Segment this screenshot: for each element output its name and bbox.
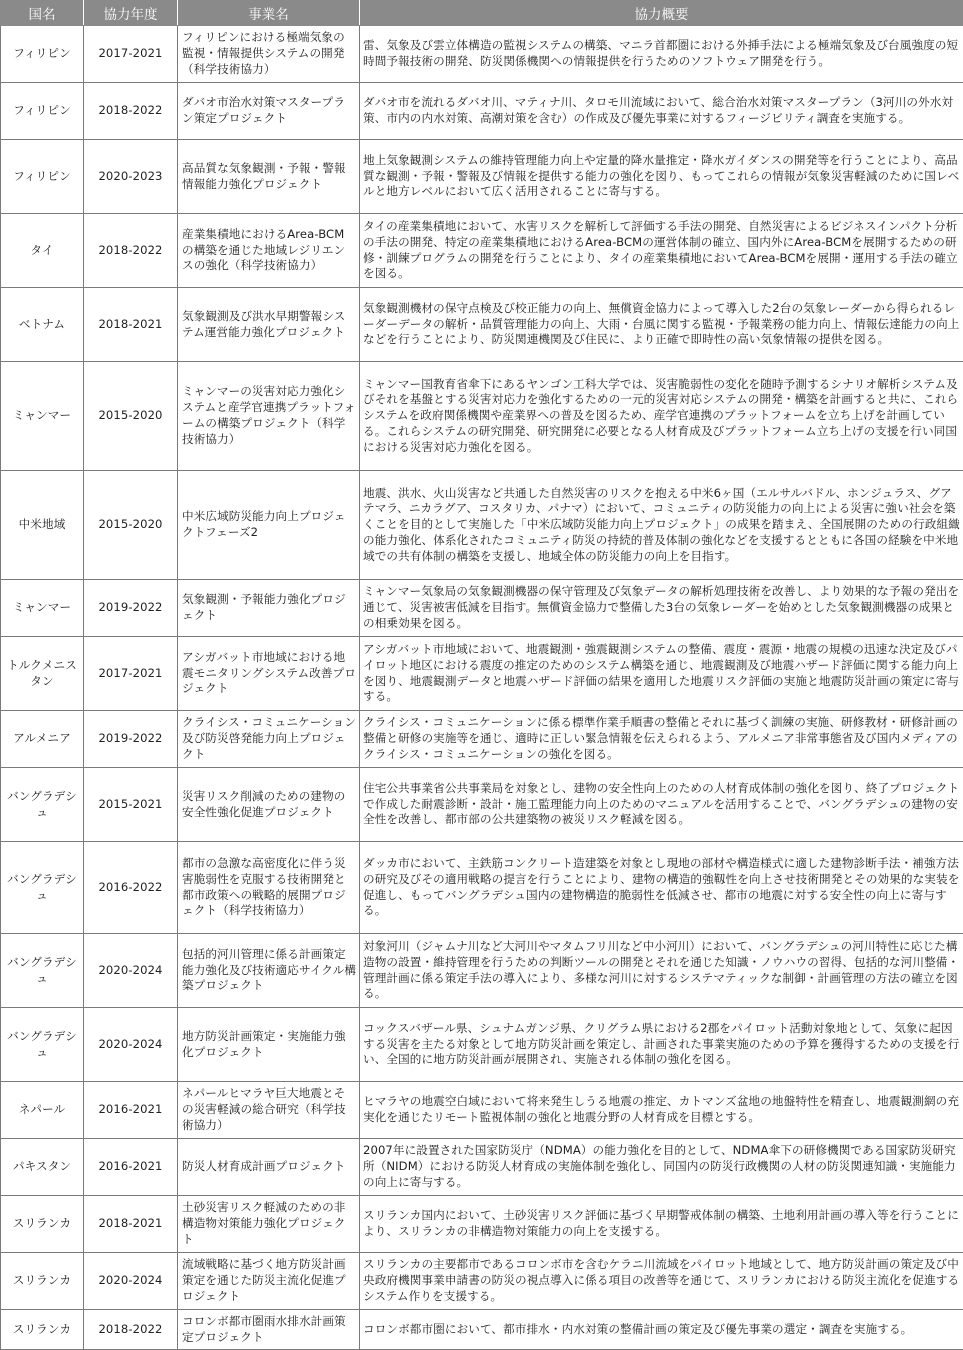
- project-cell: コロンボ都市圏雨水排水計画策定プロジェクト: [178, 1310, 360, 1350]
- years-cell: 2020-2023: [84, 140, 178, 214]
- country-cell: スリランカ: [1, 1196, 84, 1253]
- summary-cell: タイの産業集積地において、水害リスクを解析して評価する手法の開発、自然災害によるビジネスインパクト分析の手法の開発、特定の産業集積地におけるArea-BCMの運営体制の確立、国内外にArea-BCMを展開するための研修・訓練プログラムの開発を行うことにより、タイの産業集積地においてArea-BCMを展開・運用する手法の確立を図る。: [360, 214, 963, 288]
- years-cell: 2018-2022: [84, 83, 178, 140]
- header-summary: 協力概要: [360, 1, 963, 26]
- header-project: 事業名: [178, 1, 360, 26]
- summary-cell: 対象河川（ジャムナ川など大河川やマタムフリ川など中小河川）において、バングラデシュの河川特性に応じた構造物の設置・維持管理を行うための判断ツールの開発とそれを通じた知識・ノウハウの習得、包括的な河川整備・管理計画に係る策定手法の導入により、多様な河川に対するシステマティックな制御・計画管理の方法の確立を図る。: [360, 934, 963, 1008]
- years-cell: 2020-2024: [84, 934, 178, 1008]
- project-cell: ネパールヒマラヤ巨大地震とその災害軽減の総合研究（科学技術協力）: [178, 1082, 360, 1139]
- project-cell: アシガバット市地域における地震モニタリングシステム改善プロジェクト: [178, 637, 360, 711]
- table-row: [1, 1310, 963, 1350]
- project-cell: 災害リスク削減のための建物の安全性強化促進プロジェクト: [178, 768, 360, 842]
- table-row: [1, 83, 963, 140]
- table-row: [1, 471, 963, 580]
- years-cell: 2020-2024: [84, 1008, 178, 1082]
- summary-cell: コックスバザール県、シュナムガンジ県、クリグラム県における2郡をパイロット活動対象地として、気象に起因する災害を主たる対象として地方防災計画を策定し、計画された事業実施のための予算を獲得するための支援を行い、全国的に地方防災計画が展開され、実施される体制の強化を図る。: [360, 1008, 963, 1082]
- summary-cell: 2007年に設置された国家防災庁（NDMA）の能力強化を目的として、NDMA傘下の研修機関である国家防災研究所（NIDM）における防災人材育成の実施体制を強化し、同国内の防災行政機関の人材の防災関連知識・実施能力の向上に寄与する。: [360, 1139, 963, 1196]
- project-cell: フィリピンにおける極端気象の監視・情報提供システムの開発（科学技術協力）: [178, 26, 360, 83]
- summary-cell: クライシス・コミュニケーションに係る標準作業手順書の整備とそれに基づく訓練の実施、研修教材・研修計画の整備と研修の実施等を通じ、適時に正しい緊急情報を伝えられるよう、アルメニア非常事態省及び国内メディアのクライシス・コミュニケーションの強化を図る。: [360, 711, 963, 768]
- summary-cell: スリランカ国内において、土砂災害リスク評価に基づく早期警戒体制の構築、土地利用計画の導入等を行うことにより、スリランカの非構造物対策能力の向上を支援する。: [360, 1196, 963, 1253]
- summary-cell: 地上気象観測システムの維持管理能力向上や定量的降水量推定・降水ガイダンスの開発等を行うことにより、高品質な観測・予報・警報及び情報を提供する能力の強化を図り、もってこれらの情報が気象災害軽減のために国レベルと地方レベルにおいて広く活用されることに寄与する。: [360, 140, 963, 214]
- project-cell: クライシス・コミュニケーション及び防災啓発能力向上プロジェクト: [178, 711, 360, 768]
- table-row: [1, 1196, 963, 1253]
- years-cell: 2018-2022: [84, 1310, 178, 1350]
- table-row: [1, 842, 963, 934]
- country-cell: 中米地域: [1, 471, 84, 580]
- years-cell: 2018-2021: [84, 1196, 178, 1253]
- years-cell: 2017-2021: [84, 637, 178, 711]
- project-cell: 包括的河川管理に係る計画策定能力強化及び技術適応サイクル構築プロジェクト: [178, 934, 360, 1008]
- table-row: [1, 1139, 963, 1196]
- summary-cell: ミャンマー気象局の気象観測機器の保守管理及び気象データの解析処理技術を改善し、より効果的な予報の発出を通じて、災害被害低減を目指す。無償資金協力で整備した3台の気象レーダーを始めとした気象観測機器の成果との相乗効果を図る。: [360, 580, 963, 637]
- summary-cell: ヒマラヤの地震空白域において将来発生しうる地震の推定、カトマンズ盆地の地盤特性を精査し、地震観測網の充実化を通じたリモート監視体制の強化と地震分野の人材育成を目標とする。: [360, 1082, 963, 1139]
- table-row: [1, 140, 963, 214]
- table-header-row: [1, 1, 963, 26]
- table-row: [1, 934, 963, 1008]
- country-cell: フィリピン: [1, 26, 84, 83]
- summary-cell: コロンボ都市圏において、都市排水・内水対策の整備計画の策定及び優先事業の選定・調査を実施する。: [360, 1310, 963, 1350]
- project-cell: 中米広域防災能力向上プロジェクトフェーズ2: [178, 471, 360, 580]
- years-cell: 2019-2022: [84, 580, 178, 637]
- years-cell: 2018-2022: [84, 214, 178, 288]
- project-cell: 防災人材育成計画プロジェクト: [178, 1139, 360, 1196]
- summary-cell: 住宅公共事業省公共事業局を対象とし、建物の安全性向上のための人材育成体制の強化を図り、終了プロジェクトで作成した耐震診断・設計・施工監理能力向上のためのマニュアルを活用することで、バングラデシュの建物の安全性を改善し、都市部の公共建築物の被災リスク軽減を図る。: [360, 768, 963, 842]
- country-cell: フィリピン: [1, 83, 84, 140]
- country-cell: バングラデシュ: [1, 934, 84, 1008]
- project-cell: 産業集積地におけるArea-BCMの構築を通じた地域レジリエンスの強化（科学技術協力）: [178, 214, 360, 288]
- years-cell: 2019-2022: [84, 711, 178, 768]
- country-cell: ミャンマー: [1, 580, 84, 637]
- project-cell: 土砂災害リスク軽減のための非構造物対策能力強化プロジェクト: [178, 1196, 360, 1253]
- table-row: [1, 1082, 963, 1139]
- summary-cell: 地震、洪水、火山災害など共通した自然災害のリスクを抱える中米6ヶ国（エルサルバドル、ホンジュラス、グアテマラ、ニカラグア、コスタリカ、パナマ）において、コミュニティの防災能力の向上による災害に強い社会を築くことを目的として実施した「中米広域防災能力向上プロジェクト」の成果を踏まえ、全国展開のための行政組織の能力強化、体系化されたコミュニティ防災の持続的普及体制の強化などを支援するとともに各国の経験を中米地域での共有体制の構築を支援し、地域全体の防災能力の向上を目指す。: [360, 471, 963, 580]
- table-row: [1, 711, 963, 768]
- years-cell: 2020-2024: [84, 1253, 178, 1310]
- project-cell: ダバオ市治水対策マスタープラン策定プロジェクト: [178, 83, 360, 140]
- country-cell: アルメニア: [1, 711, 84, 768]
- summary-cell: ミャンマー国教育省傘下にあるヤンゴン工科大学では、災害脆弱性の変化を随時予測するシナリオ解析システム及びそれを基盤とする災害対応力を強化するための一元的災害対応システムの開発・構築を計画すると共に、これらシステムを政府関係機関や産業界への普及を図るため、産学官連携のプラットフォームを立ち上げを計画している。これらシステムの研究開発、研究開発に必要となる人材育成及びプラットフォーム立ち上げの支援を行い同国における災害対応力強化を図る。: [360, 362, 963, 471]
- years-cell: 2016-2021: [84, 1139, 178, 1196]
- country-cell: ベトナム: [1, 288, 84, 362]
- years-cell: 2015-2020: [84, 471, 178, 580]
- project-cell: 地方防災計画策定・実施能力強化プロジェクト: [178, 1008, 360, 1082]
- country-cell: バングラデシュ: [1, 1008, 84, 1082]
- project-cell: 流域戦略に基づく地方防災計画策定を通じた防災主流化促進プロジェクト: [178, 1253, 360, 1310]
- table-row: [1, 362, 963, 471]
- years-cell: 2016-2022: [84, 842, 178, 934]
- country-cell: ミャンマー: [1, 362, 84, 471]
- country-cell: バングラデシュ: [1, 768, 84, 842]
- table-row: [1, 637, 963, 711]
- table-row: [1, 768, 963, 842]
- country-cell: ネパール: [1, 1082, 84, 1139]
- summary-cell: ダッカ市において、主鉄筋コンクリート造建築を対象とし現地の部材や構造様式に適した建物診断手法・補強方法の研究及びその適用戦略の提言を行うことにより、建物の構造的強靱性を向上させ技術開発とその効果的な実装を促進し、もってバングラデシュ国内の建物構造的脆弱性を低減させ、都市の地震に対する安全性の向上に寄与する。: [360, 842, 963, 934]
- summary-cell: ダバオ市を流れるダバオ川、マティナ川、タロモ川流域において、総合治水対策マスタープラン（3河川の外水対策、市内の内水対策、高潮対策を含む）の作成及び優先事業に対するフィージビリティ調査を実施する。: [360, 83, 963, 140]
- country-cell: パキスタン: [1, 1139, 84, 1196]
- table-row: [1, 288, 963, 362]
- table-row: [1, 26, 963, 83]
- project-cell: 高品質な気象観測・予報・警報情報能力強化プロジェクト: [178, 140, 360, 214]
- country-cell: スリランカ: [1, 1253, 84, 1310]
- country-cell: トルクメニスタン: [1, 637, 84, 711]
- header-years: 協力年度: [84, 1, 178, 26]
- country-cell: スリランカ: [1, 1310, 84, 1350]
- years-cell: 2015-2020: [84, 362, 178, 471]
- summary-cell: アシガバット市地域において、地震観測・強震観測システムの整備、震度・震源・地震の規模の迅速な決定及びパイロット地区における震度の推定のためのシステム構築を通じ、地震観測及び地震ハザード評価に関する能力向上を図り、地震観測データと地震ハザード評価の結果を適用した地震リスク評価の実施と地震防災計画の策定に寄与する。: [360, 637, 963, 711]
- country-cell: タイ: [1, 214, 84, 288]
- summary-cell: 気象観測機材の保守点検及び校正能力の向上、無償資金協力によって導入した2台の気象レーダーから得られるレーダーデータの解析・品質管理能力の向上、大雨・台風に関する監視・予報業務の能力向上、情報伝達能力の向上などを行うことにより、防災関連機関及び住民に、より正確で即時性の高い気象情報の提供を図る。: [360, 288, 963, 362]
- years-cell: 2018-2021: [84, 288, 178, 362]
- project-cell: 気象観測及び洪水早期警報システム運営能力強化プロジェクト: [178, 288, 360, 362]
- project-cell: 気象観測・予報能力強化プロジェクト: [178, 580, 360, 637]
- project-cell: 都市の急激な高密度化に伴う災害脆弱性を克服する技術開発と都市政策への戦略的展開プロジェクト（科学技術協力）: [178, 842, 360, 934]
- table-row: [1, 1008, 963, 1082]
- country-cell: フィリピン: [1, 140, 84, 214]
- table-row: [1, 1253, 963, 1310]
- header-country: 国名: [1, 1, 84, 26]
- years-cell: 2017-2021: [84, 26, 178, 83]
- summary-cell: 雷、気象及び雲立体構造の監視システムの構築、マニラ首都圏における外挿手法による極端気象及び台風強度の短時間予報技術の開発、防災関係機関への情報提供を行うためのソフトウェア開発を行う。: [360, 26, 963, 83]
- table-row: [1, 580, 963, 637]
- years-cell: 2016-2021: [84, 1082, 178, 1139]
- country-cell: バングラデシュ: [1, 842, 84, 934]
- summary-cell: スリランカの主要都市であるコロンボ市を含むケラニ川流域をパイロット地域として、地方防災計画の策定及び中央政府機関事業申請書の防災の視点導入に係る項目の改善等を通じて、スリランカにおける防災主流化を促進するシステム作りを支援する。: [360, 1253, 963, 1310]
- project-cell: ミャンマーの災害対応力強化システムと産学官連携プラットフォームの構築プロジェクト（科学技術協力）: [178, 362, 360, 471]
- years-cell: 2015-2021: [84, 768, 178, 842]
- table-row: [1, 214, 963, 288]
